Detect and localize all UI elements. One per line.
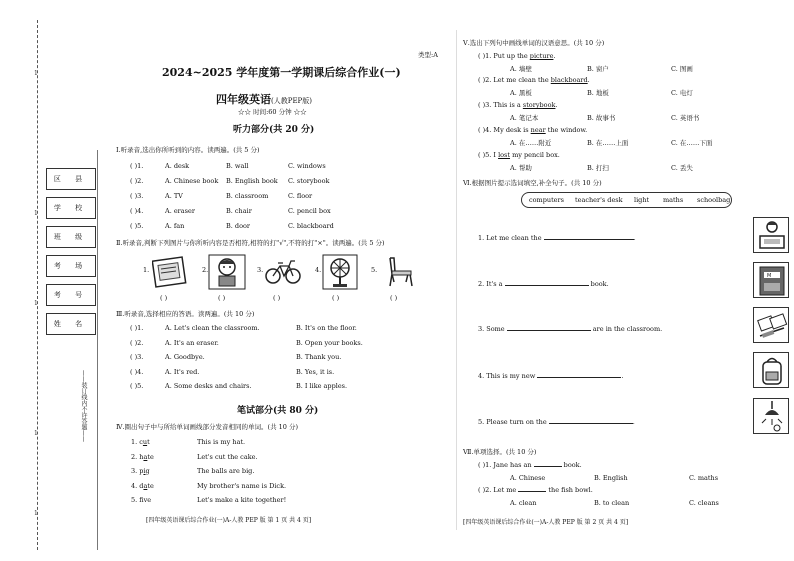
s7-blank-2[interactable]	[518, 491, 546, 492]
field-class[interactable]: 班 级	[46, 226, 96, 248]
s2-label-5: 5.	[371, 266, 378, 274]
s3-q4-option-b[interactable]: B. Yes, it is.	[296, 368, 335, 376]
s2-label-4: 4.	[315, 266, 322, 274]
s5-q2-option-b[interactable]: B. 地板	[587, 89, 609, 97]
book-picture	[152, 255, 188, 289]
s2-label-3: 3.	[257, 266, 264, 274]
s1-q2-option-c[interactable]: C. storybook	[288, 177, 330, 185]
s5-q2-option-c[interactable]: C. 电灯	[671, 89, 693, 97]
s3-q5-option-a[interactable]: A. Some desks and chairs.	[165, 382, 252, 390]
teacher-desk-picture	[753, 217, 789, 253]
s1-q5-option-a[interactable]: A. fan	[165, 222, 185, 230]
s7-q1-stem: ( )1. Jane has an book.	[478, 461, 582, 469]
s7-q2-stem: ( )2. Let me the fish bowl.	[478, 486, 593, 494]
binding-dashed-line	[37, 20, 38, 550]
svg-text:M: M	[767, 273, 772, 279]
subject-line	[216, 88, 312, 107]
s3-q2-number: ( )2.	[130, 339, 144, 347]
s5-q2-option-a[interactable]: A. 黑板	[510, 89, 532, 97]
s6-blank-3[interactable]	[507, 330, 591, 331]
s1-q3-option-a[interactable]: A. TV	[165, 192, 183, 200]
s2-answer-5[interactable]: ( )	[390, 294, 398, 302]
paper-serial: 类型:A	[418, 51, 438, 59]
s5-q1-stem: ( )1. Put up the picture.	[478, 52, 556, 60]
s3-q1-number: ( )1.	[130, 324, 144, 332]
s4-q4-word: 4. date	[131, 482, 154, 490]
s2-answer-1[interactable]: ( )	[160, 294, 168, 302]
field-exam-room[interactable]: 考 场	[46, 255, 96, 277]
footer-page-2: [四年级英语课后综合作业(一)A-人教 PEP 版 第 2 页 共 4 页]	[463, 519, 629, 526]
word-bank-item: light	[634, 196, 650, 204]
s4-q4-sentence[interactable]: My brother's name is Dick.	[197, 482, 287, 490]
s7-q1-option-a[interactable]: A. Chinese	[510, 474, 546, 482]
s5-q4-option-c[interactable]: C. 在……下面	[671, 139, 713, 147]
s1-q2-option-a[interactable]: A. Chinese book	[165, 177, 219, 185]
field-exam-number[interactable]: 考 号	[46, 284, 96, 306]
s7-q2-option-b[interactable]: B. to clean	[594, 499, 630, 507]
s1-q4-option-c[interactable]: C. pencil box	[288, 207, 331, 215]
binding-tick: 1	[34, 510, 38, 517]
light-picture	[753, 398, 789, 434]
s5-q3-option-b[interactable]: B. 故事书	[587, 114, 616, 122]
s5-q1-option-c[interactable]: C. 图画	[671, 65, 693, 73]
section-7-title: Ⅶ.单项选择。(共 10 分)	[463, 448, 537, 456]
subject-title: 四年级英语	[216, 93, 271, 106]
s3-q1-option-a[interactable]: A. Let's clean the classroom.	[165, 324, 260, 332]
s5-q5-option-c[interactable]: C. 丢失	[671, 164, 693, 172]
section-3-title: Ⅲ.听录音,选择相应的答语。读两遍。(共 10 分)	[116, 310, 255, 318]
s4-q5-sentence[interactable]: Let's make a kite together!	[197, 496, 287, 504]
s4-q2-word: 2. hate	[131, 453, 154, 461]
s6-sentence-2: 2. It's a book.	[478, 280, 609, 288]
s1-q4-number: ( )4.	[130, 207, 144, 215]
s6-blank-2[interactable]	[505, 285, 589, 286]
s6-sentence-5: 5. Please turn on the .	[478, 418, 635, 426]
field-school[interactable]: 学 校	[46, 197, 96, 219]
s1-q1-option-c[interactable]: C. windows	[288, 162, 326, 170]
schoolbag-picture	[753, 352, 789, 388]
s1-q3-option-b[interactable]: B. classroom	[226, 192, 269, 200]
s5-q4-stem: ( )4. My desk is near the window.	[478, 126, 588, 134]
word-bank-item: schoolbag	[697, 196, 731, 204]
s2-answer-2[interactable]: ( )	[218, 294, 226, 302]
s5-q3-stem: ( )3. This is a storybook.	[478, 101, 558, 109]
s5-q1-option-a[interactable]: A. 墙壁	[510, 65, 532, 73]
s5-q3-option-c[interactable]: C. 英语书	[671, 114, 700, 122]
s1-q2-number: ( )2.	[130, 177, 144, 185]
s1-q3-option-c[interactable]: C. floor	[288, 192, 313, 200]
s2-answer-4[interactable]: ( )	[332, 294, 340, 302]
s6-sentence-4: 4. This is my new .	[478, 372, 624, 380]
s4-q2-sentence[interactable]: Let's cut the cake.	[197, 453, 258, 461]
s6-blank-1[interactable]	[544, 239, 634, 240]
s4-q3-sentence[interactable]: The balls are big.	[197, 467, 255, 475]
s7-q1-option-c[interactable]: C. maths	[689, 474, 719, 482]
s6-sentence-1: 1. Let me clean the .	[478, 234, 636, 242]
s6-blank-4[interactable]	[537, 377, 621, 378]
s3-q3-option-b[interactable]: B. Thank you.	[296, 353, 342, 361]
s4-q5-word: 5. fve	[131, 496, 152, 504]
s6-sentence-3: 3. Some are in the classroom.	[478, 325, 663, 333]
s5-q5-option-a[interactable]: A. 帮助	[510, 164, 532, 172]
maths-book-picture	[753, 262, 789, 298]
s2-answer-3[interactable]: ( )	[273, 294, 281, 302]
s3-q2-option-b[interactable]: B. Open your books.	[296, 339, 363, 347]
s2-label-1: 1.	[143, 266, 150, 274]
s5-q2-stem: ( )2. Let me clean the blackboard.	[478, 76, 590, 84]
s1-q1-option-a[interactable]: A. desk	[165, 162, 190, 170]
chair-picture	[380, 254, 418, 290]
s2-label-2: 2.	[202, 266, 209, 274]
edition-label: (人教PEP版)	[271, 97, 312, 105]
written-heading: 笔试部分(共 80 分)	[237, 406, 319, 416]
s5-q1-option-b[interactable]: B. 窗户	[587, 65, 609, 73]
s1-q1-option-b[interactable]: B. wall	[226, 162, 249, 170]
s5-q5-option-b[interactable]: B. 打扫	[587, 164, 609, 172]
word-bank-item: maths	[663, 196, 684, 204]
word-bank-item: teacher's desk	[575, 196, 623, 204]
section-1-title: Ⅰ.听录音,选出你所听到的内容。读两遍。(共 5 分)	[116, 146, 260, 154]
s5-q4-option-a[interactable]: A. 在……附近	[510, 139, 552, 147]
time-info: ☆☆ 时间:60 分钟 ☆☆	[238, 108, 307, 116]
s1-q4-option-b[interactable]: B. chair	[226, 207, 252, 215]
s1-q5-number: ( )5.	[130, 222, 144, 230]
s3-q3-number: ( )3.	[130, 353, 144, 361]
s3-q4-option-a[interactable]: A. It's red.	[165, 368, 200, 376]
s7-blank-1[interactable]	[534, 466, 562, 467]
s7-q2-option-c[interactable]: C. cleans	[689, 499, 719, 507]
page-divider	[456, 30, 457, 530]
word-bank-item: computers	[529, 196, 564, 204]
s3-q4-number: ( )4.	[130, 368, 144, 376]
s5-q3-option-a[interactable]: A. 笔记本	[510, 114, 539, 122]
s4-q1-word: 1. cut	[131, 438, 150, 446]
s5-q5-stem: ( )5. I lost my pencil box.	[478, 151, 560, 159]
bike-picture	[264, 256, 302, 286]
field-name[interactable]: 姓 名	[46, 313, 96, 335]
s4-q1-sentence[interactable]: This is my hat.	[197, 438, 246, 446]
binding-tick: 1	[34, 70, 38, 77]
footer-page-1: [四年级英语课后综合作业(一)A-人教 PEP 版 第 1 页 共 4 页]	[146, 517, 312, 524]
s7-q2-option-a[interactable]: A. clean	[510, 499, 537, 507]
section-5-title: Ⅴ.选出下列句中画线单词的汉语意思。(共 10 分)	[463, 39, 605, 47]
s7-q1-option-b[interactable]: B. English	[594, 474, 628, 482]
field-district[interactable]: 区 县	[46, 168, 96, 190]
s3-q3-option-a[interactable]: A. Goodbye.	[165, 353, 205, 361]
s4-q3-word: 3. pig	[131, 467, 150, 475]
s1-q3-number: ( )3.	[130, 192, 144, 200]
s3-q5-option-b[interactable]: B. I like apples.	[296, 382, 348, 390]
s5-q4-option-b[interactable]: B. 在……上面	[587, 139, 629, 147]
s1-q1-number: ( )1.	[130, 162, 144, 170]
s3-q5-number: ( )5.	[130, 382, 144, 390]
section-6-title: Ⅵ.根据图片提示选词填空,补全句子。(共 10 分)	[463, 179, 602, 187]
binding-solid-line	[97, 150, 98, 550]
s3-q2-option-a[interactable]: A. It's an eraser.	[165, 339, 219, 347]
s3-q1-option-b[interactable]: B. It's on the floor.	[296, 324, 357, 332]
binding-tick: 1	[34, 300, 38, 307]
exam-title: 2024~2025 学年度第一学期课后综合作业(一)	[162, 66, 401, 79]
listening-heading: 听力部分(共 20 分)	[233, 125, 315, 135]
s1-q5-option-b[interactable]: B. door	[226, 222, 251, 230]
section-4-title: Ⅳ.圈出句子中与所给单词画线部分发音相同的单词。(共 10 分)	[116, 423, 299, 431]
binding-tick: 1	[34, 430, 38, 437]
s1-q5-option-c[interactable]: C. blackboard	[288, 222, 334, 230]
s6-blank-5[interactable]	[549, 423, 633, 424]
s1-q4-option-a[interactable]: A. eraser	[165, 207, 195, 215]
boy-picture	[208, 254, 246, 290]
section-2-title: Ⅱ.听录音,判断下列图片与你所听内容是否相符,相符的打"√",不符的打"×"。读两遍。(共 5 分)	[116, 239, 385, 247]
binding-notice: ——装订线内不许答题——	[80, 370, 87, 442]
binding-tick: 1	[34, 210, 38, 217]
s1-q2-option-b[interactable]: B. English book	[226, 177, 278, 185]
fan-picture	[322, 254, 358, 290]
computers-picture	[753, 307, 789, 343]
